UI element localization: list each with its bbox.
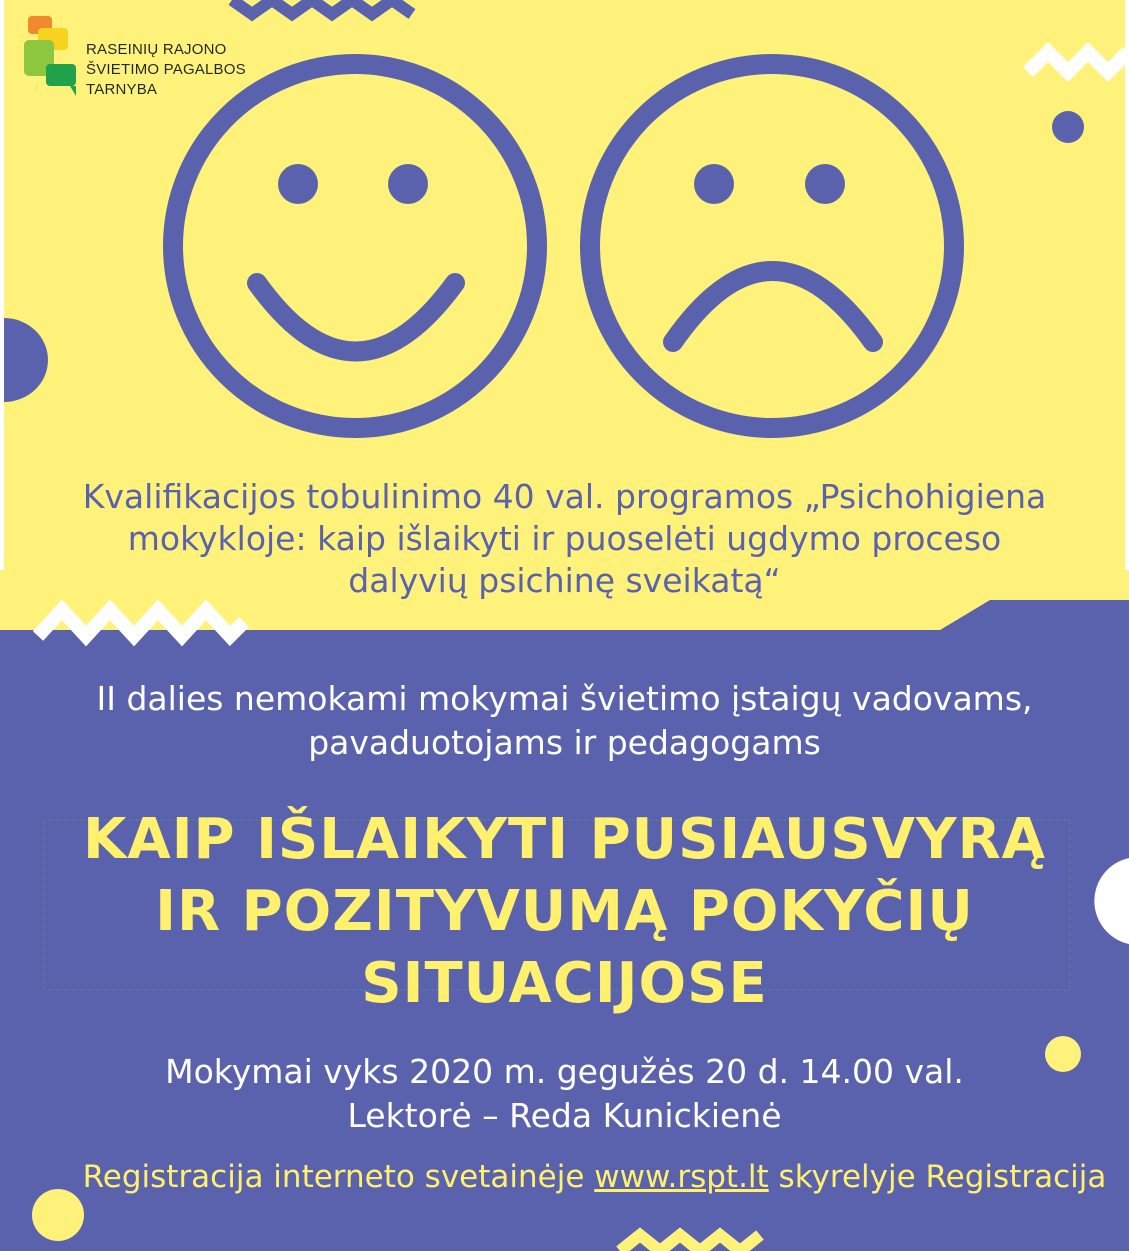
registration-prefix: Registracija interneto svetainėje xyxy=(82,1159,595,1195)
program-title-line-2: mokykloje: kaip išlaikyti ir puoselėti ugdymo proceso xyxy=(127,519,1002,558)
registration-info xyxy=(60,1157,1129,1197)
organization-line-3: TARNYBA xyxy=(86,81,158,98)
audience-subtitle xyxy=(0,677,1129,765)
purple-dot xyxy=(1052,111,1084,143)
audience-line-1: II dalies nemokami mokymai švietimo įstaigų vadovams, xyxy=(96,679,1033,718)
program-title-line-3: dalyvių psichinę sveikatą“ xyxy=(348,561,781,600)
organization-name xyxy=(86,40,246,100)
organization-line-1: RASEINIŲ RAJONO xyxy=(86,41,227,58)
top-zigzag xyxy=(232,0,412,14)
organization-line-2: ŠVIETIMO PAGALBOS xyxy=(86,61,246,78)
registration-suffix: skyrelyje Registracija xyxy=(768,1159,1107,1195)
event-details xyxy=(0,1050,1129,1138)
audience-line-2: pavaduotojams ir pedagogams xyxy=(308,723,821,762)
program-title-line-1: Kvalifikacijos tobulinimo 40 val. programos „Psichohigiena xyxy=(82,477,1047,516)
registration-link[interactable]: www.rspt.lt xyxy=(594,1159,769,1195)
main-headline xyxy=(0,804,1129,1020)
headline-line-1: KAIP IŠLAIKYTI PUSIAUSVYRĄ xyxy=(82,807,1047,872)
headline-line-2: IR POZITYVUMĄ POKYČIŲ xyxy=(155,879,974,944)
event-date: Mokymai vyks 2020 m. gegužės 20 d. 14.00 val. xyxy=(165,1052,964,1091)
program-title xyxy=(0,476,1129,602)
lecturer: Lektorė – Reda Kunickienė xyxy=(347,1096,782,1135)
headline-line-3: SITUACIJOSE xyxy=(361,951,768,1016)
